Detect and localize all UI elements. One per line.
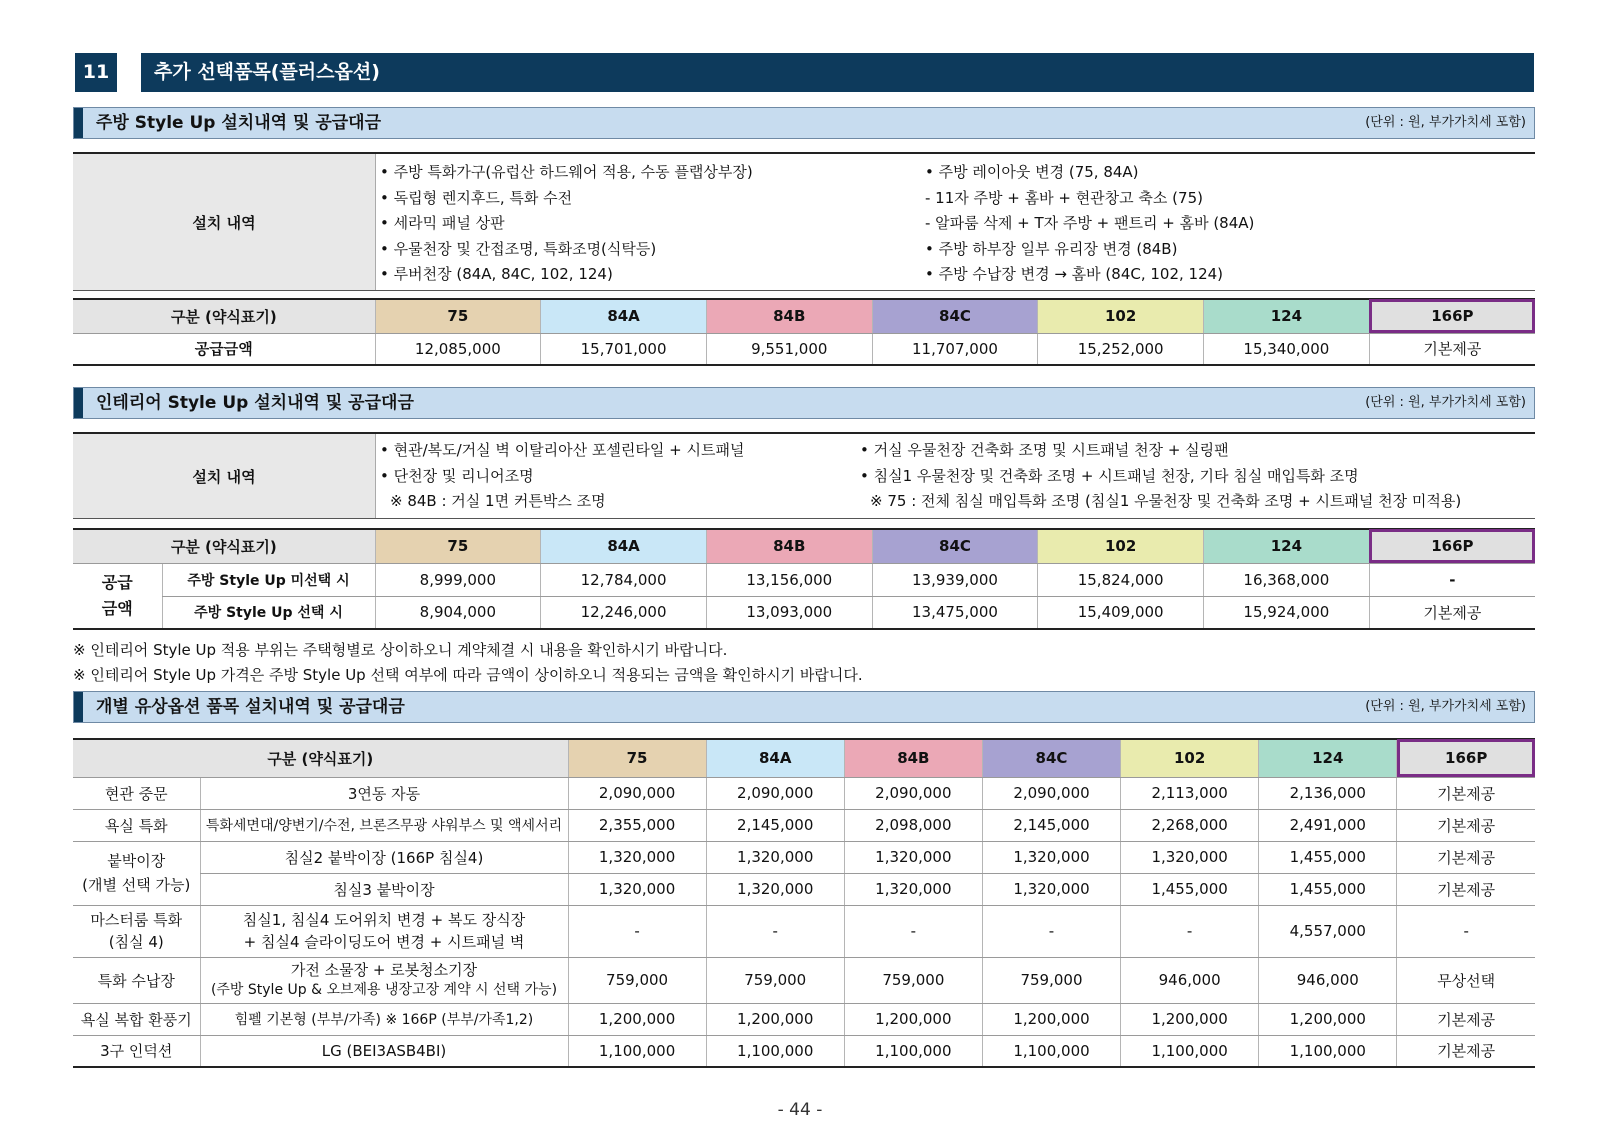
table-row [73, 1003, 1535, 1035]
price-cell: 759,000 [844, 957, 982, 1003]
price-cell: 1,455,000 [1259, 873, 1397, 905]
price-cell: 759,000 [982, 957, 1120, 1003]
section-number: 11 [75, 53, 117, 92]
list-item: • 단천장 및 리니어조명 [380, 466, 534, 485]
price-cell: 1,200,000 [568, 1003, 706, 1035]
type-102: 102 [1121, 739, 1259, 777]
price-cell: 1,320,000 [568, 841, 706, 873]
options-header [73, 691, 1535, 723]
price-cell: 2,098,000 [844, 809, 982, 841]
price-cell: - [982, 905, 1120, 957]
list-item: • 세라믹 패널 상판 [380, 214, 505, 232]
option-category: 특화 수납장 [73, 957, 200, 1003]
price-cell: 1,100,000 [1121, 1035, 1259, 1067]
price-cell: 2,491,000 [1259, 809, 1397, 841]
price-cell: 1,100,000 [1259, 1035, 1397, 1067]
table-row [73, 333, 1535, 365]
type-75: 75 [568, 739, 706, 777]
price-cell: 15,924,000 [1204, 596, 1370, 629]
price-cell: 13,093,000 [706, 596, 872, 629]
price-cell: 1,320,000 [706, 873, 844, 905]
price-cell: 15,701,000 [541, 333, 707, 365]
price-cell: 1,320,000 [1121, 841, 1259, 873]
interior-install-left [380, 438, 744, 515]
row-label: 주방 Style Up 미선택 시 [162, 563, 375, 596]
interior-unit: (단위 : 원, 부가가치세 포함) [1365, 395, 1526, 410]
price-cell: 13,475,000 [872, 596, 1038, 629]
price-cell: 1,200,000 [1121, 1003, 1259, 1035]
list-item: • 주방 수납장 변경 → 홈바 (84C, 102, 124) [925, 265, 1224, 283]
list-item: • 현관/복도/거실 벽 이탈리아산 포셀린타일 + 시트패널 [380, 441, 745, 459]
type-label: 구분 (약식표기) [73, 299, 375, 333]
table-row [73, 1035, 1535, 1067]
table-row [73, 299, 1535, 333]
price-cell: 1,320,000 [706, 841, 844, 873]
price-cell: 8,904,000 [375, 596, 541, 629]
type-124: 124 [1259, 739, 1397, 777]
price-cell: - [1121, 905, 1259, 957]
price-cell: 13,939,000 [872, 563, 1038, 596]
price-cell: 1,320,000 [844, 873, 982, 905]
price-cell: 12,246,000 [541, 596, 707, 629]
type-label: 구분 (약식표기) [73, 739, 568, 777]
type-84c: 84C [872, 529, 1038, 563]
price-cell: 15,824,000 [1038, 563, 1204, 596]
table-row [73, 563, 1535, 596]
type-124: 124 [1204, 529, 1370, 563]
option-category: 현관 중문 [73, 777, 200, 809]
price-cell: 9,551,000 [706, 333, 872, 365]
price-cell: 15,340,000 [1204, 333, 1370, 365]
price-cell: 1,200,000 [1259, 1003, 1397, 1035]
price-cell: 2,145,000 [982, 809, 1120, 841]
price-cell: 946,000 [1259, 957, 1397, 1003]
type-84b: 84B [706, 299, 872, 333]
list-item: • 우물천장 및 간접조명, 특화조명(식탁등) [380, 239, 657, 258]
price-cell: 2,268,000 [1121, 809, 1259, 841]
price-cell: 1,320,000 [982, 873, 1120, 905]
price-cell: 1,100,000 [844, 1035, 982, 1067]
price-cell: 1,455,000 [1121, 873, 1259, 905]
price-cell: 2,355,000 [568, 809, 706, 841]
interior-title: 인테리어 Style Up 설치내역 및 공급대금 [96, 393, 414, 413]
list-item: - 알파룸 삭제 + T자 주방 + 팬트리 + 홈바 (84A) [925, 214, 1255, 232]
type-84b: 84B [706, 529, 872, 563]
row-label: 주방 Style Up 선택 시 [162, 596, 375, 629]
type-166p: 166P [1369, 299, 1535, 333]
option-desc-line: 가전 소물장 + 로봇청소기장 [290, 961, 478, 979]
price-cell: 기본제공 [1397, 777, 1535, 809]
option-desc: 특화세면대/양변기/수전, 브론즈무광 샤워부스 및 액세서리 [200, 809, 568, 841]
list-item: • 주방 특화가구(유럽산 하드웨어 적용, 수동 플랩상부장) [380, 163, 753, 181]
option-category: 3구 인덕션 [73, 1035, 200, 1067]
price-cell: 759,000 [568, 957, 706, 1003]
type-124: 124 [1204, 299, 1370, 333]
kitchen-price-table [73, 298, 1535, 366]
table-row [73, 809, 1535, 841]
type-75: 75 [375, 299, 541, 333]
option-desc: 힘펠 기본형 (부부/가족) ※ 166P (부부/가족1,2) [200, 1003, 568, 1035]
price-cell: 12,784,000 [541, 563, 707, 596]
type-75: 75 [375, 529, 541, 563]
list-item: ※ 75 : 전체 침실 매입특화 조명 (침실1 우물천장 및 건축화 조명 + 시트패널 천장 미적용) [870, 492, 1462, 510]
list-item: • 거실 우물천장 건축화 조명 및 시트패널 천장 + 실링팬 [860, 441, 1229, 459]
price-cell: 946,000 [1121, 957, 1259, 1003]
price-cell: 2,145,000 [706, 809, 844, 841]
price-cell: 기본제공 [1397, 873, 1535, 905]
interior-header [73, 387, 1535, 419]
price-cell: 4,557,000 [1259, 905, 1397, 957]
price-cell: 기본제공 [1397, 809, 1535, 841]
price-cell: - [1397, 905, 1535, 957]
table-row [73, 841, 1535, 873]
price-cell: 기본제공 [1369, 333, 1535, 365]
type-84b: 84B [844, 739, 982, 777]
table-row [73, 596, 1535, 629]
options-title: 개별 유상옵션 품목 설치내역 및 공급대금 [96, 697, 405, 717]
kitchen-install-right [925, 160, 1254, 288]
kitchen-unit: (단위 : 원, 부가가치세 포함) [1365, 115, 1526, 130]
option-category-line: 마스터룸 특화 [90, 911, 183, 929]
option-desc-line: + 침실4 슬라이딩도어 변경 + 시트패널 벽 [243, 933, 525, 951]
option-desc: 3연동 자동 [200, 777, 568, 809]
table-row [73, 529, 1535, 563]
price-cell: 1,455,000 [1259, 841, 1397, 873]
option-desc-line: 침실1, 침실4 도어위치 변경 + 복도 장식장 [242, 911, 526, 929]
price-cell: - [844, 905, 982, 957]
kitchen-header [73, 107, 1535, 139]
price-cell: - [1369, 563, 1535, 596]
option-category [73, 841, 200, 905]
section-header [75, 53, 1534, 92]
option-category-line: (침실 4) [108, 933, 164, 951]
price-cell: - [706, 905, 844, 957]
option-desc: 침실3 붙박이장 [200, 873, 568, 905]
kitchen-install-box [73, 152, 1535, 291]
supply-label-line: 공급 [101, 572, 133, 592]
table-row [73, 957, 1535, 1003]
kitchen-install-left [380, 160, 753, 288]
option-desc [200, 957, 568, 1003]
price-cell: 12,085,000 [375, 333, 541, 365]
price-cell: 2,090,000 [568, 777, 706, 809]
option-desc: LG (BEI3ASB4BI) [200, 1035, 568, 1067]
type-102: 102 [1038, 299, 1204, 333]
price-cell: 기본제공 [1397, 1035, 1535, 1067]
type-166p: 166P [1397, 739, 1535, 777]
list-item: - 11자 주방 + 홈바 + 현관창고 축소 (75) [925, 188, 1203, 207]
type-84c: 84C [872, 299, 1038, 333]
price-cell: 1,100,000 [706, 1035, 844, 1067]
price-cell: 1,320,000 [568, 873, 706, 905]
price-cell: 1,320,000 [844, 841, 982, 873]
interior-install-box [73, 432, 1535, 519]
supply-label [73, 563, 162, 629]
list-item: • 독립형 렌지후드, 특화 수전 [380, 188, 573, 207]
list-item: ※ 84B : 거실 1면 커튼박스 조명 [390, 492, 606, 510]
option-desc-line: (주방 Style Up & 오브제용 냉장고장 계약 시 선택 가능) [210, 982, 558, 998]
price-cell: 15,409,000 [1038, 596, 1204, 629]
type-label: 구분 (약식표기) [73, 529, 375, 563]
price-cell: 15,252,000 [1038, 333, 1204, 365]
option-category: 욕실 특화 [73, 809, 200, 841]
table-row [73, 777, 1535, 809]
type-84a: 84A [541, 299, 707, 333]
price-cell: 1,200,000 [706, 1003, 844, 1035]
price-cell: 무상선택 [1397, 957, 1535, 1003]
price-cell: 기본제공 [1397, 1003, 1535, 1035]
interior-install-label: 설치 내역 [73, 434, 376, 518]
table-row [73, 739, 1535, 777]
price-cell: 1,200,000 [844, 1003, 982, 1035]
kitchen-title: 주방 Style Up 설치내역 및 공급대금 [96, 113, 382, 133]
table-row [73, 905, 1535, 957]
price-cell: 1,100,000 [982, 1035, 1120, 1067]
price-cell: 11,707,000 [872, 333, 1038, 365]
type-84c: 84C [982, 739, 1120, 777]
supply-label-line: 금액 [101, 598, 133, 618]
price-cell: 기본제공 [1369, 596, 1535, 629]
list-item: • 침실1 우물천장 및 건축화 조명 + 시트패널 천장, 기타 침실 매입특화 조명 [860, 466, 1359, 485]
interior-price-table [73, 528, 1535, 630]
list-item: • 주방 하부장 일부 유리장 변경 (84B) [925, 239, 1178, 258]
option-desc [200, 905, 568, 957]
type-102: 102 [1038, 529, 1204, 563]
option-category-line: 붙박이장 [107, 852, 166, 870]
list-item: • 루버천장 (84A, 84C, 102, 124) [380, 265, 613, 283]
price-cell: 8,999,000 [375, 563, 541, 596]
price-cell: 2,136,000 [1259, 777, 1397, 809]
interior-note: ※ 인테리어 Style Up 가격은 주방 Style Up 선택 여부에 따라 금액이 상이하오니 적용되는 금액을 확인하시기 바랍니다. [73, 666, 863, 684]
interior-note: ※ 인테리어 Style Up 적용 부위는 주택형별로 상이하오니 계약체결 시 내용을 확인하시기 바랍니다. [73, 641, 728, 659]
price-cell: 1,100,000 [568, 1035, 706, 1067]
price-cell: 2,090,000 [706, 777, 844, 809]
section-title: 추가 선택품목(플러스옵션) [141, 53, 1534, 92]
option-category-line: (개별 선택 가능) [82, 876, 191, 894]
price-cell: 1,320,000 [982, 841, 1120, 873]
page-number: - 44 - [777, 1100, 823, 1120]
price-cell: 13,156,000 [706, 563, 872, 596]
interior-install-right [860, 438, 1461, 515]
list-item: • 주방 레이아웃 변경 (75, 84A) [925, 163, 1139, 181]
price-cell: 2,113,000 [1121, 777, 1259, 809]
price-cell: 1,200,000 [982, 1003, 1120, 1035]
price-cell: - [568, 905, 706, 957]
table-row [73, 873, 1535, 905]
type-84a: 84A [541, 529, 707, 563]
option-category [73, 905, 200, 957]
price-cell: 2,090,000 [844, 777, 982, 809]
type-84a: 84A [706, 739, 844, 777]
price-label: 공급금액 [73, 333, 375, 365]
price-cell: 2,090,000 [982, 777, 1120, 809]
option-category: 욕실 복합 환풍기 [73, 1003, 200, 1035]
options-unit: (단위 : 원, 부가가치세 포함) [1365, 699, 1526, 714]
price-cell: 기본제공 [1397, 841, 1535, 873]
options-table [73, 738, 1535, 1068]
option-desc: 침실2 붙박이장 (166P 침실4) [200, 841, 568, 873]
kitchen-install-label: 설치 내역 [73, 154, 376, 290]
price-cell: 16,368,000 [1204, 563, 1370, 596]
price-cell: 759,000 [706, 957, 844, 1003]
type-166p: 166P [1369, 529, 1535, 563]
